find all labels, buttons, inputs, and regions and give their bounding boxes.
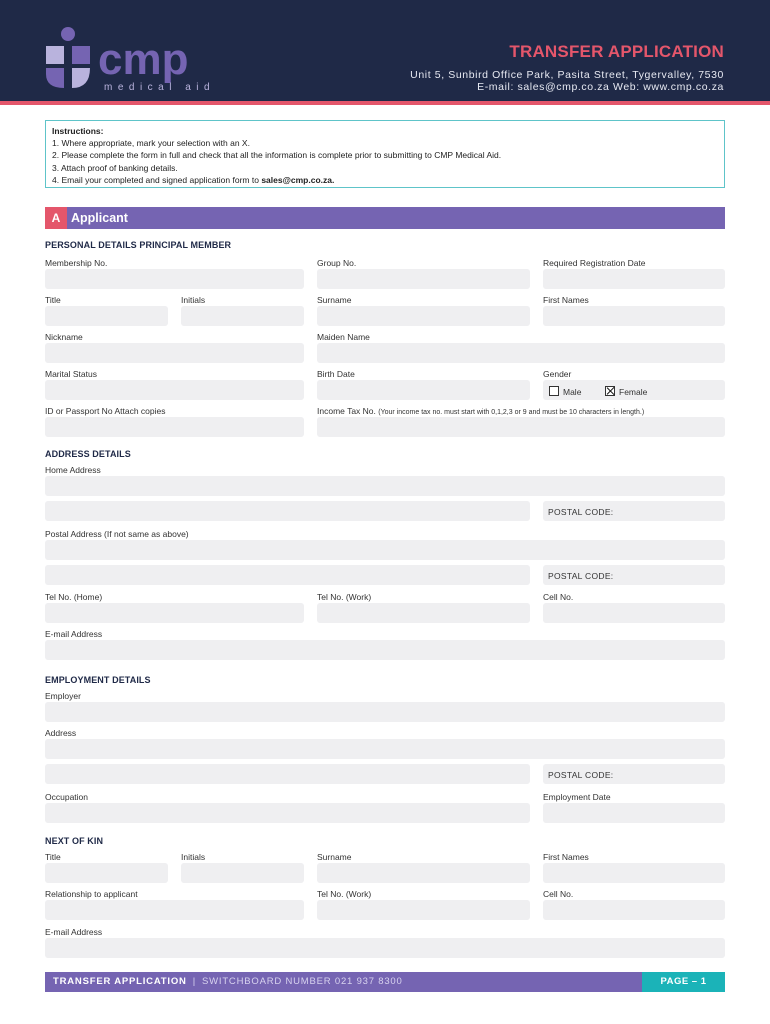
reg-date-label: Required Registration Date <box>543 258 646 268</box>
postal-address-field-1[interactable] <box>45 540 725 560</box>
logo-subtitle: medical aid <box>104 82 216 93</box>
male-label: Male <box>563 387 582 397</box>
id-passport-label: ID or Passport No Attach copies <box>45 406 166 416</box>
kin-title-field[interactable] <box>45 863 168 883</box>
document-title: TRANSFER APPLICATION <box>509 42 724 61</box>
female-label: Female <box>619 387 648 397</box>
kin-cell-field[interactable] <box>543 900 725 920</box>
company-address: Unit 5, Sunbird Office Park, Pasita Street, Tygervalley, 7530 <box>410 69 724 81</box>
surname-label: Surname <box>317 295 352 305</box>
company-email-web: E-mail: sales@cmp.co.za Web: www.cmp.co.za <box>477 81 724 93</box>
membership-no-label: Membership No. <box>45 258 108 268</box>
instruction-item: 3. Attach proof of banking details. <box>52 162 178 173</box>
reg-date-field[interactable] <box>543 269 725 289</box>
kin-surname-label: Surname <box>317 852 352 862</box>
postal-code-label: POSTAL CODE: <box>548 571 614 581</box>
home-address-label: Home Address <box>45 465 101 475</box>
svg-text:cmp: cmp <box>98 35 189 84</box>
section-title: Applicant <box>71 211 128 225</box>
page-number: PAGE – 1 <box>642 972 725 992</box>
home-postal-code-field[interactable] <box>543 501 725 521</box>
birth-date-field[interactable] <box>317 380 530 400</box>
gender-label: Gender <box>543 369 572 379</box>
cell-field[interactable] <box>543 603 725 623</box>
first-names-field[interactable] <box>543 306 725 326</box>
title-label: Title <box>45 295 61 305</box>
employer-label: Employer <box>45 691 81 701</box>
income-tax-field[interactable] <box>317 417 725 437</box>
employer-address-field-2[interactable] <box>45 764 530 784</box>
postal-address-field-2[interactable] <box>45 565 530 585</box>
employer-address-field-1[interactable] <box>45 739 725 759</box>
kin-tel-work-field[interactable] <box>317 900 530 920</box>
kin-surname-field[interactable] <box>317 863 530 883</box>
instruction-item: 2. Please complete the form in full and check that all the information is complete prior to submitting to CMP Medical Aid. <box>52 150 502 161</box>
employment-date-field[interactable] <box>543 803 725 823</box>
kin-email-label: E-mail Address <box>45 927 103 937</box>
group-no-field[interactable] <box>317 269 530 289</box>
relationship-label: Relationship to applicant <box>45 889 138 899</box>
tel-home-field[interactable] <box>45 603 304 623</box>
employment-details-heading: EMPLOYMENT DETAILS <box>45 675 151 685</box>
footer-text <box>53 972 403 992</box>
tel-work-field[interactable] <box>317 603 530 623</box>
maiden-name-field[interactable] <box>317 343 725 363</box>
kin-initials-label: Initials <box>181 852 206 862</box>
initials-label: Initials <box>181 295 206 305</box>
postal-address-label: Postal Address (If not same as above) <box>45 529 189 539</box>
surname-field[interactable] <box>317 306 530 326</box>
income-tax-label: Income Tax No. (Your income tax no. must start with 0,1,2,3 or 9 and must be 10 characters in length.) <box>317 406 645 416</box>
relationship-field[interactable] <box>45 900 304 920</box>
marital-status-field[interactable] <box>45 380 304 400</box>
birth-date-label: Birth Date <box>317 369 355 379</box>
title-field[interactable] <box>45 306 168 326</box>
nickname-label: Nickname <box>45 332 83 342</box>
sales-email: sales@cmp.co.za. <box>261 174 335 185</box>
kin-email-field[interactable] <box>45 938 725 958</box>
cell-label: Cell No. <box>543 592 574 602</box>
postal-code-label: POSTAL CODE: <box>548 507 614 517</box>
postal-postal-code-field[interactable] <box>543 565 725 585</box>
membership-no-field[interactable] <box>45 269 304 289</box>
company-contact <box>410 69 724 93</box>
nickname-field[interactable] <box>45 343 304 363</box>
tel-home-label: Tel No. (Home) <box>45 592 103 602</box>
instructions-box <box>45 120 725 188</box>
instructions-title: Instructions: <box>52 126 104 136</box>
employment-date-label: Employment Date <box>543 792 611 802</box>
employer-postal-code-field[interactable] <box>543 764 725 784</box>
initials-field[interactable] <box>181 306 304 326</box>
first-names-label: First Names <box>543 295 589 305</box>
postal-code-label: POSTAL CODE: <box>548 770 614 780</box>
employer-address-label: Address <box>45 728 77 738</box>
page-header <box>0 0 770 105</box>
maiden-name-label: Maiden Name <box>317 332 370 342</box>
footer-title: TRANSFER APPLICATION <box>53 976 187 987</box>
section-a-bar <box>45 207 725 229</box>
email-label: E-mail Address <box>45 629 103 639</box>
footer-separator: | <box>192 976 196 987</box>
page-footer <box>45 972 725 992</box>
gender-field <box>543 380 725 400</box>
group-no-label: Group No. <box>317 258 357 268</box>
kin-tel-work-label: Tel No. (Work) <box>317 889 372 899</box>
income-tax-note: (Your income tax no. must start with 0,1,2,3 or 9 and must be 10 characters in length.) <box>378 409 645 416</box>
kin-first-names-label: First Names <box>543 852 589 862</box>
address-details-heading: ADDRESS DETAILS <box>45 449 131 459</box>
marital-status-label: Marital Status <box>45 369 97 379</box>
home-address-field-2[interactable] <box>45 501 530 521</box>
switchboard-number: SWITCHBOARD NUMBER 021 937 8300 <box>201 976 403 987</box>
personal-details-heading: PERSONAL DETAILS PRINCIPAL MEMBER <box>45 240 232 250</box>
email-field[interactable] <box>45 640 725 660</box>
tel-work-label: Tel No. (Work) <box>317 592 372 602</box>
occupation-field[interactable] <box>45 803 530 823</box>
section-letter: A <box>45 207 67 229</box>
occupation-label: Occupation <box>45 792 88 802</box>
instruction-item: 1. Where appropriate, mark your selection with an X. <box>52 138 250 149</box>
employer-field[interactable] <box>45 702 725 722</box>
kin-initials-field[interactable] <box>181 863 304 883</box>
home-address-field-1[interactable] <box>45 476 725 496</box>
next-of-kin-heading: NEXT OF KIN <box>45 836 104 846</box>
kin-cell-label: Cell No. <box>543 889 574 899</box>
id-passport-field[interactable] <box>45 417 304 437</box>
instruction-item: 4. Email your completed and signed application form to sales@cmp.co.za. <box>52 174 335 185</box>
kin-title-label: Title <box>45 852 61 862</box>
female-checkbox[interactable] <box>605 386 615 396</box>
kin-first-names-field[interactable] <box>543 863 725 883</box>
male-checkbox[interactable] <box>549 386 559 396</box>
